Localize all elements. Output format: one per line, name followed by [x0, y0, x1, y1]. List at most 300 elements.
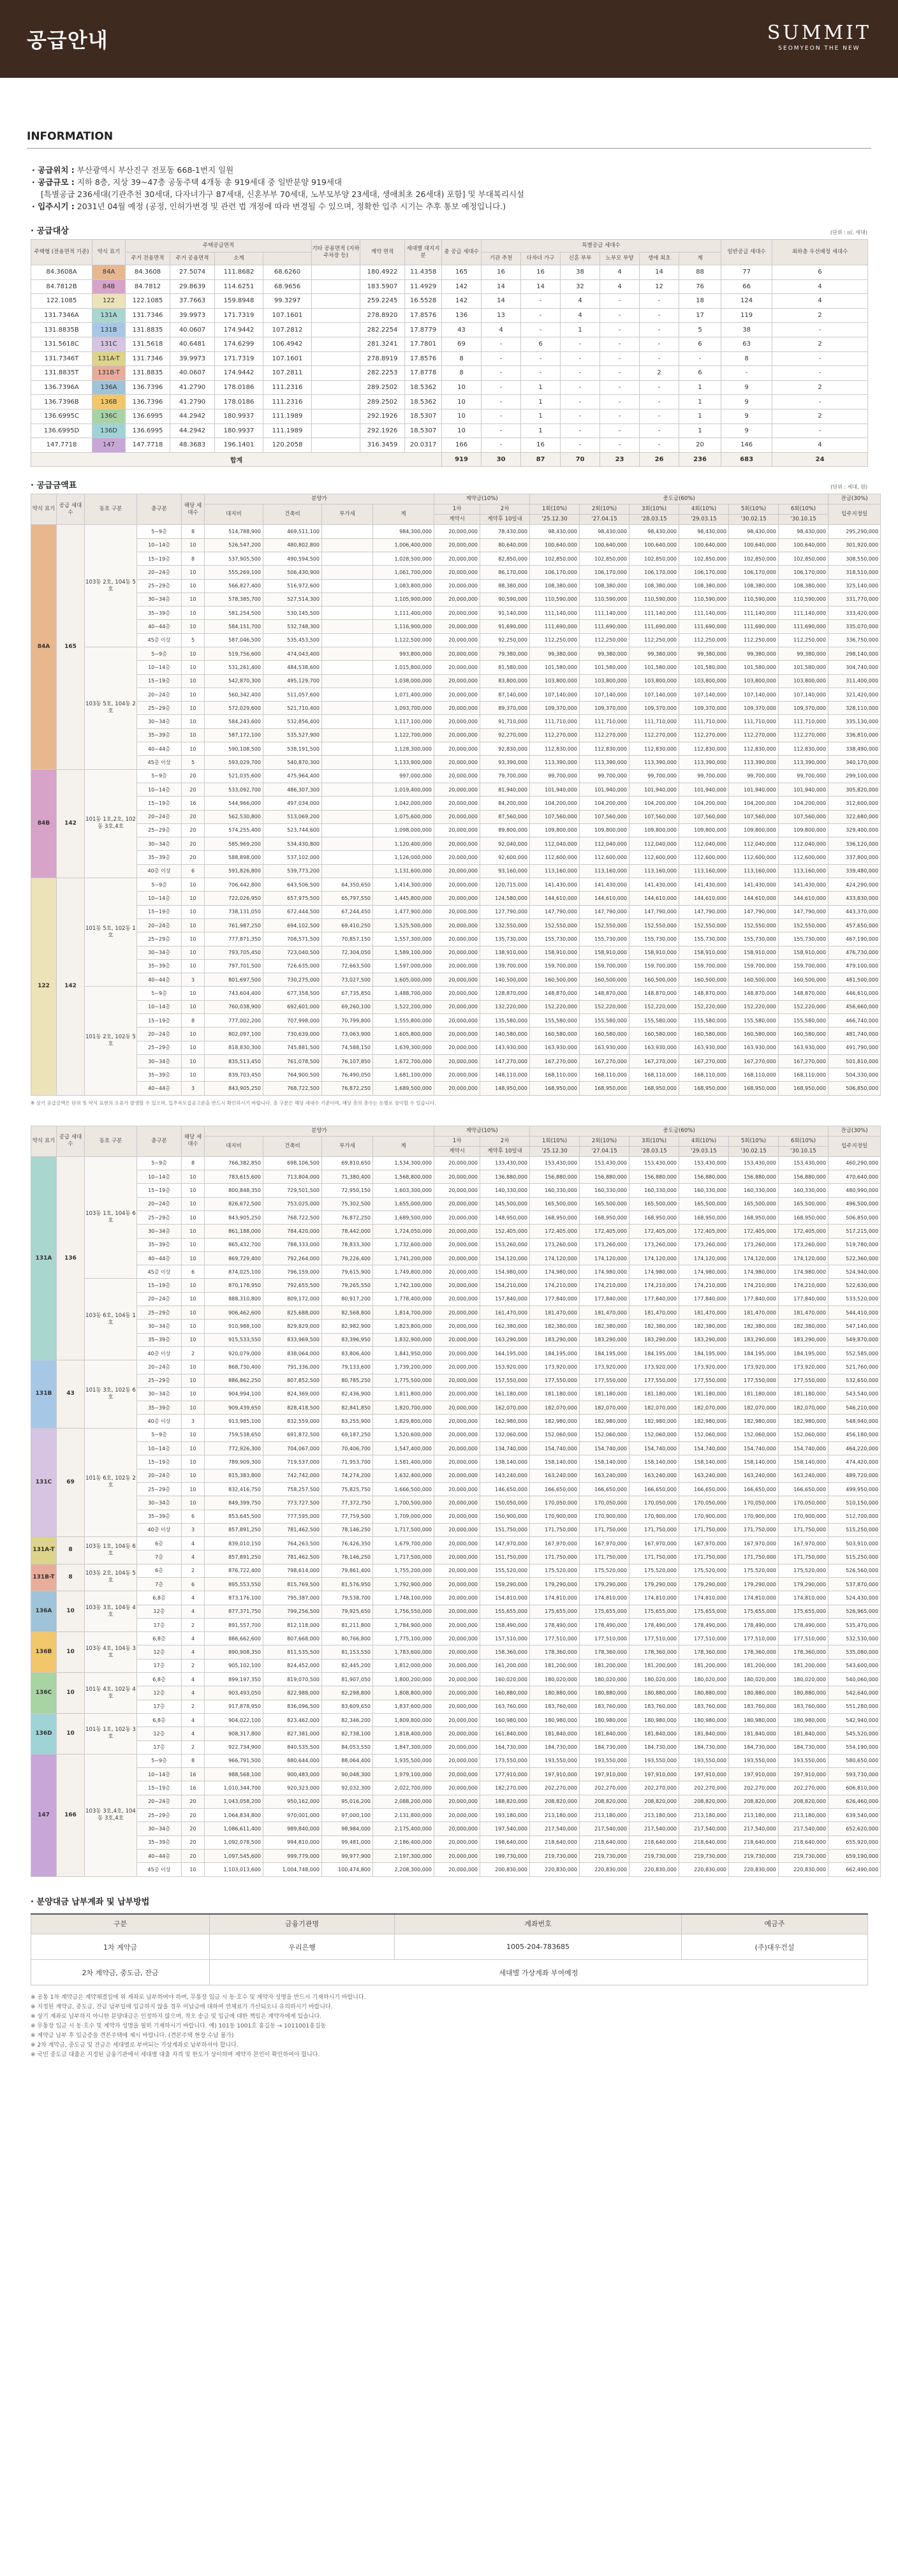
price-cell: 160,020,000: [480, 1673, 530, 1686]
supply-row: [31, 395, 868, 409]
price-units: 165: [57, 525, 85, 769]
supply-cell: 131.7346A: [31, 308, 92, 323]
price-cell: 157,550,000: [480, 1374, 530, 1387]
th-m6d: '30.10.15: [779, 1146, 828, 1156]
supply-cell: 40.0607: [170, 366, 215, 381]
supply-cell: 136.7396A: [31, 380, 92, 395]
information-list: [32, 164, 866, 212]
price-table-2: [31, 1126, 881, 1877]
price-cell: 65,797,550: [322, 892, 373, 905]
price-cell: 730,275,000: [263, 973, 322, 987]
price-cell: 182,070,000: [729, 1401, 779, 1415]
price-cell: 591,826,800: [205, 864, 263, 878]
price-cell: 109,800,000: [629, 823, 679, 837]
price-cell: 8: [182, 1156, 205, 1170]
price-cell: 180,980,000: [679, 1713, 729, 1726]
price-cell: 5: [182, 633, 205, 647]
price-cell: 1,742,100,000: [373, 1279, 434, 1292]
supply-cell: -: [600, 423, 640, 438]
price-cell: 158,140,000: [629, 1455, 679, 1469]
price-cell: 70,406,700: [322, 1442, 373, 1455]
price-cell: 506,850,000: [828, 1211, 881, 1224]
price-cell: 155,730,000: [530, 932, 580, 946]
price-cell: 10: [182, 1184, 205, 1197]
price-cell: 1,829,800,000: [373, 1415, 434, 1428]
supply-cell: 84.7812B: [31, 279, 92, 294]
price-cell: 182,980,000: [729, 1415, 779, 1428]
price-cell: 566,827,400: [205, 579, 263, 592]
price-cell: 913,985,100: [205, 1415, 263, 1428]
price-cell: 950,162,000: [263, 1795, 322, 1808]
supply-row: [31, 409, 868, 423]
price-cell: 1,589,100,000: [373, 946, 434, 959]
price-cell: 20,000,000: [434, 620, 480, 633]
price-cell: 167,270,000: [530, 1054, 580, 1068]
price-cell: 82,445,200: [322, 1659, 373, 1672]
price-cell: 745,881,500: [263, 1041, 322, 1054]
supply-spacer: [312, 323, 360, 337]
th-m4: 4회(10%): [679, 1136, 729, 1146]
price-cell: 112,040,000: [729, 837, 779, 851]
price-cell: 6,8층: [137, 1632, 182, 1645]
price-cell: 100,474,800: [322, 1863, 373, 1876]
supply-row: [31, 265, 868, 280]
information-item: [32, 200, 866, 212]
price-cell: 104,200,000: [779, 797, 828, 810]
price-row: [31, 715, 881, 728]
supply-cell: 178.0186: [215, 380, 263, 395]
supply-cell: 136.7396B: [31, 395, 92, 409]
price-cell: 10: [182, 1306, 205, 1320]
price-cell: 15~19층: [137, 674, 182, 688]
price-cell: 4: [182, 1645, 205, 1659]
price-cell: 20,000,000: [434, 864, 480, 878]
supply-cell: 131.8835: [126, 366, 170, 381]
price-cell: 107,140,000: [629, 688, 679, 701]
price-cell: 76,107,850: [322, 1054, 373, 1068]
price-cell: 20,000,000: [434, 1082, 480, 1095]
supply-spacer: [312, 337, 360, 351]
price-cell: 219,730,000: [779, 1849, 828, 1862]
price-cell: 20,000,000: [434, 1306, 480, 1320]
price-cell: 155,730,000: [729, 932, 779, 946]
price-cell: 154,120,000: [480, 1251, 530, 1265]
supply-cell: 124: [721, 294, 772, 309]
price-cell: 109,370,000: [679, 702, 729, 715]
supply-cell: -: [640, 395, 679, 409]
price-cell: 475,964,400: [263, 769, 322, 783]
price-cell: 148,950,000: [480, 1082, 530, 1095]
type-badge: 136A: [92, 380, 126, 395]
price-cell: 147,790,000: [729, 905, 779, 918]
price-cell: 147,790,000: [629, 905, 679, 918]
price-cell: 20,000,000: [434, 1741, 480, 1754]
unit-group-label: 101동 2호, 102동 5호: [85, 987, 137, 1095]
price-cell: 103,800,000: [729, 674, 779, 688]
price-units: 142: [57, 878, 85, 1096]
price-cell: [322, 674, 373, 688]
th-floor: 층구분: [137, 1126, 182, 1156]
supply-total-cell: 87: [521, 452, 561, 467]
th-contract_pay: 계약시: [434, 515, 480, 525]
price-cell: 593,029,700: [205, 756, 263, 769]
price-cell: 111,690,000: [679, 620, 729, 633]
price-cell: 148,870,000: [530, 987, 580, 1000]
price-cell: 20,000,000: [434, 918, 480, 932]
price-cell: 181,180,000: [580, 1387, 629, 1401]
th-building: 건축비: [263, 504, 322, 525]
price-cell: 99,380,000: [580, 647, 629, 660]
price-cell: 155,730,000: [580, 932, 629, 946]
type-badge: 136B: [92, 395, 126, 409]
price-cell: 182,380,000: [530, 1320, 580, 1333]
price-cell: 1,935,500,000: [373, 1754, 434, 1767]
price-row: [31, 1027, 881, 1041]
price-cell: 1,748,100,000: [373, 1591, 434, 1605]
price-cell: 20,000,000: [434, 1068, 480, 1082]
supply-cell: 1: [679, 423, 721, 438]
supply-cell: 9: [721, 395, 772, 409]
price-cell: 2: [182, 1659, 205, 1672]
price-row: [31, 633, 881, 647]
price-cell: 20,000,000: [434, 1469, 480, 1482]
th-m1d: '25.12.30: [530, 1146, 580, 1156]
price-cell: 3: [182, 1415, 205, 1428]
price-cell: 171,750,000: [679, 1523, 729, 1536]
payment-note: ※ 지정된 계약금, 중도금, 잔금 납부일에 입금하지 않을 경우 미납금에 대하여 연체료가 가산되오니 유의하시기 바랍니다.: [31, 2004, 333, 2011]
supply-cell: 1: [521, 395, 561, 409]
supply-cell: 99.3297: [263, 294, 312, 309]
price-cell: 304,740,000: [828, 661, 881, 674]
price-cell: 101,940,000: [629, 783, 679, 796]
price-cell: 171,750,000: [779, 1550, 828, 1564]
price-cell: 82,982,900: [322, 1320, 373, 1333]
price-cell: 101,580,000: [530, 661, 580, 674]
payment-row: [31, 1934, 868, 1960]
price-cell: 497,034,000: [263, 797, 322, 810]
price-cell: 146,650,000: [480, 1482, 530, 1496]
unit-group-label: 103동 1호, 104동 6호: [85, 1156, 137, 1279]
price-cell: 112,270,000: [679, 728, 729, 742]
price-cell: 719,537,000: [263, 1455, 322, 1469]
supply-cell: 106.4942: [263, 337, 312, 351]
price-cell: 167,970,000: [729, 1537, 779, 1550]
supply-cell: 180.4922: [360, 265, 405, 280]
price-cell: 153,430,000: [530, 1156, 580, 1170]
price-cell: 67,244,450: [322, 905, 373, 918]
price-cell: 73,063,900: [322, 1027, 373, 1041]
price-cell: 171,750,000: [729, 1523, 779, 1536]
supply-spacer: [312, 438, 360, 453]
price-cell: 154,740,000: [679, 1442, 729, 1455]
payment-note: ※ 공통 1차 계약금은 계약체결일에 위 계좌로 납부하여야 하며, 무통장 입금 시 동·호수 및 계약자 성명을 반드시 기재하시기 바랍니다.: [31, 1994, 366, 2001]
price-row: [31, 1496, 881, 1510]
price-cell: 20,000,000: [434, 1415, 480, 1428]
price-cell: 112,830,000: [679, 742, 729, 756]
price-cell: 2,186,400,000: [373, 1836, 434, 1849]
price-cell: 182,380,000: [629, 1320, 679, 1333]
supply-cell: -: [600, 409, 640, 423]
price-cell: [322, 702, 373, 715]
price-cell: 179,290,000: [729, 1577, 779, 1591]
supply-cell: -: [561, 438, 600, 453]
price-cell: 79,538,700: [322, 1591, 373, 1605]
price-cell: 173,260,000: [629, 1238, 679, 1251]
price-cell: 994,810,000: [263, 1836, 322, 1849]
price-cell: 318,510,000: [828, 566, 881, 579]
price-cell: 171,750,000: [629, 1523, 679, 1536]
price-cell: 104,200,000: [580, 797, 629, 810]
payment-cell: (주)대우건설: [682, 1934, 868, 1960]
price-cell: 20: [182, 1849, 205, 1862]
type-badge: 131A: [92, 308, 126, 323]
price-cell: 25~29층: [137, 1482, 182, 1496]
type-badge: 131C: [31, 1428, 57, 1536]
price-cell: 20,000,000: [434, 1211, 480, 1224]
price-cell: 1,597,000,000: [373, 959, 434, 973]
price-row: [31, 864, 881, 878]
th-m5d: '30.02.15: [729, 515, 779, 525]
price-cell: 174,210,000: [679, 1279, 729, 1292]
price-cell: 30~34층: [137, 1387, 182, 1401]
unit-group-label: 103동 6호, 104동 1호: [85, 1279, 137, 1360]
price-row: [31, 1320, 881, 1333]
price-cell: 180,980,000: [580, 1713, 629, 1726]
price-cell: 161,180,000: [480, 1387, 530, 1401]
price-cell: 5~9층: [137, 1156, 182, 1170]
price-cell: 154,740,000: [580, 1442, 629, 1455]
price-cell: [322, 592, 373, 606]
price-cell: 10: [182, 1225, 205, 1238]
price-cell: 213,180,000: [530, 1809, 580, 1822]
th-land: 대지비: [205, 504, 263, 525]
price-row: [31, 1469, 881, 1482]
price-cell: 506,430,900: [263, 566, 322, 579]
price-cell: 25~29층: [137, 579, 182, 592]
price-cell: 106,170,000: [729, 566, 779, 579]
price-cell: 584,151,700: [205, 620, 263, 633]
price-cell: 20,000,000: [434, 1000, 480, 1013]
price-cell: 208,820,000: [530, 1795, 580, 1808]
price-cell: 140,330,000: [480, 1184, 530, 1197]
price-row: [31, 1082, 881, 1095]
price-cell: 155,655,000: [480, 1605, 530, 1618]
price-row: [31, 1428, 881, 1441]
supply-cell: 38: [561, 265, 600, 280]
price-cell: 171,750,000: [530, 1523, 580, 1536]
price-cell: 988,568,100: [205, 1768, 263, 1781]
price-cell: [322, 823, 373, 837]
price-cell: 657,975,500: [263, 892, 322, 905]
supply-cell: 107.1601: [263, 351, 312, 366]
price-cell: 25~29층: [137, 932, 182, 946]
price-row: [31, 1727, 881, 1741]
price-cell: 72,663,500: [322, 959, 373, 973]
price-cell: 177,550,000: [679, 1374, 729, 1387]
price-cell: 181,200,000: [530, 1659, 580, 1672]
price-cell: 1,064,834,800: [205, 1809, 263, 1822]
price-cell: 100,640,000: [729, 538, 779, 552]
price-row: [31, 892, 881, 905]
price-cell: 552,585,000: [828, 1346, 881, 1360]
price-cell: 168,950,000: [679, 1211, 729, 1224]
price-cell: 217,540,000: [530, 1822, 580, 1836]
price-cell: 160,500,000: [729, 973, 779, 987]
price-cell: 446,610,000: [828, 987, 881, 1000]
price-cell: 547,140,000: [828, 1320, 881, 1333]
price-cell: 10: [182, 1054, 205, 1068]
price-cell: 25~29층: [137, 1809, 182, 1822]
price-cell: 181,840,000: [729, 1727, 779, 1741]
supply-cell: 183.5907: [360, 279, 405, 294]
supply-cell: 180.9937: [215, 409, 263, 423]
price-cell: 83,806,400: [322, 1346, 373, 1360]
supply-cell: 1: [561, 323, 600, 337]
information-text: 지하 8층, 지상 39~47층 공동주택 4개동 총 919세대 중 일반분양 919세대: [74, 177, 342, 187]
price-cell: 328,110,000: [828, 702, 881, 715]
price-cell: 1,525,500,000: [373, 918, 434, 932]
price-cell: 20,000,000: [434, 1496, 480, 1510]
th-vat: 부가세: [322, 1136, 373, 1156]
payment-th: 예금주: [682, 1914, 868, 1934]
price-cell: 161,470,000: [480, 1306, 530, 1320]
price-cell: 171,750,000: [629, 1550, 679, 1564]
supply-row: [31, 351, 868, 366]
price-cell: 722,026,950: [205, 892, 263, 905]
price-cell: 792,264,000: [263, 1251, 322, 1265]
supply-cell: 18.5362: [405, 380, 442, 395]
supply-cell: 174.6299: [215, 337, 263, 351]
price-cell: 160,500,000: [530, 973, 580, 987]
price-cell: 20,000,000: [434, 579, 480, 592]
price-cell: 40~44층: [137, 1251, 182, 1265]
type-badge: 131A-T: [31, 1537, 57, 1564]
price-cell: 17층: [137, 1741, 182, 1754]
supply-cell: 111.8682: [215, 265, 263, 280]
price-cell: 193,550,000: [779, 1754, 828, 1767]
price-cell: 704,067,000: [263, 1442, 322, 1455]
price-cell: 71,953,700: [322, 1455, 373, 1469]
price-cell: 177,840,000: [679, 1292, 729, 1306]
price-cell: 433,830,000: [828, 892, 881, 905]
price-cell: 1,122,500,000: [373, 633, 434, 647]
price-cell: 20,000,000: [434, 1754, 480, 1767]
brand-name: SUMMIT: [767, 22, 871, 44]
price-cell: 5~9층: [137, 878, 182, 892]
price-cell: 443,370,000: [828, 905, 881, 918]
supply-cell: -: [561, 366, 600, 381]
supply-cell: 2: [772, 380, 868, 395]
price-cell: 966,791,500: [205, 1754, 263, 1767]
price-head-row: [31, 1126, 881, 1136]
price-row: [31, 1415, 881, 1428]
price-cell: 183,760,000: [629, 1700, 679, 1713]
price-cell: 106,170,000: [530, 566, 580, 579]
unit-group-label: 103동 3호, 104동 4호: [85, 1591, 137, 1632]
price-cell: [322, 620, 373, 633]
price-cell: 652,620,000: [828, 1822, 881, 1836]
supply-total-cell: 30: [482, 452, 521, 467]
price-row: [31, 1659, 881, 1672]
supply-cell: 14: [640, 265, 679, 280]
price-cell: 99,977,900: [322, 1849, 373, 1862]
price-cell: 175,520,000: [629, 1564, 679, 1577]
price-cell: 76,872,250: [322, 1082, 373, 1095]
price-cell: 20,000,000: [434, 1564, 480, 1577]
price-cell: 103,800,000: [779, 674, 828, 688]
supply-cell: 44.2942: [170, 409, 215, 423]
supply-cell: 122.1085: [31, 294, 92, 309]
price-cell: [322, 566, 373, 579]
price-cell: 20,000,000: [434, 797, 480, 810]
supply-cell: -: [482, 423, 521, 438]
price-cell: 183,760,000: [679, 1700, 729, 1713]
supply-cell: -: [600, 395, 640, 409]
price-cell: 158,910,000: [679, 946, 729, 959]
unit-group-label: 101동 1호,2호, 102동 3호,4호: [85, 769, 137, 878]
price-row: [31, 1537, 881, 1550]
price-cell: 177,840,000: [729, 1292, 779, 1306]
th-deposit_group: 계약금(10%): [434, 1126, 530, 1136]
price-cell: 989,840,000: [263, 1822, 322, 1836]
price-cell: 15~19층: [137, 1279, 182, 1292]
price-cell: 163,240,000: [729, 1469, 779, 1482]
supply-cell: 29.8639: [170, 279, 215, 294]
supply-cell: 142: [442, 279, 482, 294]
price-cell: 791,336,000: [263, 1360, 322, 1374]
price-row: [31, 783, 881, 796]
price-cell: 111,140,000: [679, 607, 729, 620]
price-cell: 181,840,000: [779, 1727, 828, 1741]
price-cell: 112,830,000: [729, 742, 779, 756]
price-cell: 171,750,000: [530, 1550, 580, 1564]
price-units: 10: [57, 1632, 85, 1673]
price-cell: 20,000,000: [434, 1645, 480, 1659]
price-cell: 1,655,000,000: [373, 1197, 434, 1211]
supply-row: [31, 423, 868, 438]
supply-cell: 17.7801: [405, 337, 442, 351]
supply-cell: -: [482, 351, 521, 366]
price-cell: 25~29층: [137, 702, 182, 715]
price-cell: 12층: [137, 1605, 182, 1618]
price-cell: 12층: [137, 1727, 182, 1741]
price-cell: 202,270,000: [779, 1781, 828, 1795]
price-cell: 1,534,300,000: [373, 1156, 434, 1170]
type-badge: 147: [31, 1754, 57, 1876]
price-cell: 160,500,000: [580, 973, 629, 987]
supply-cell: 8: [721, 351, 772, 366]
price-cell: 88,064,400: [322, 1754, 373, 1767]
price-cell: 706,442,800: [205, 878, 263, 892]
price-cell: 1,689,500,000: [373, 1082, 434, 1095]
price-cell: 1,784,900,000: [373, 1618, 434, 1631]
price-cell: 20,000,000: [434, 1455, 480, 1469]
price-cell: 1,477,900,000: [373, 905, 434, 918]
price-cell: [322, 769, 373, 783]
price-cell: 99,380,000: [629, 647, 679, 660]
supply-cell: -: [640, 380, 679, 395]
price-cell: 193,550,000: [629, 1754, 679, 1767]
price-cell: 168,110,000: [779, 1068, 828, 1082]
price-cell: 807,668,000: [263, 1632, 322, 1645]
price-cell: 20,000,000: [434, 1184, 480, 1197]
price-cell: [322, 756, 373, 769]
price-note: ※ 상기 공급금액은 단위 및 약식 표현의 오류가 발생할 수 있으며, 입주자모집공고문을 반드시 확인하시기 바랍니다. 층 구분은 해당 세대수 기준이며, 해당 층의 총수는 동별로 상이할 수 있습니다.: [31, 1100, 436, 1106]
type-badge: 136A: [31, 1591, 57, 1632]
price-cell: 8: [182, 1014, 205, 1027]
price-cell: 585,969,200: [205, 837, 263, 851]
price-cell: 17층: [137, 1659, 182, 1672]
